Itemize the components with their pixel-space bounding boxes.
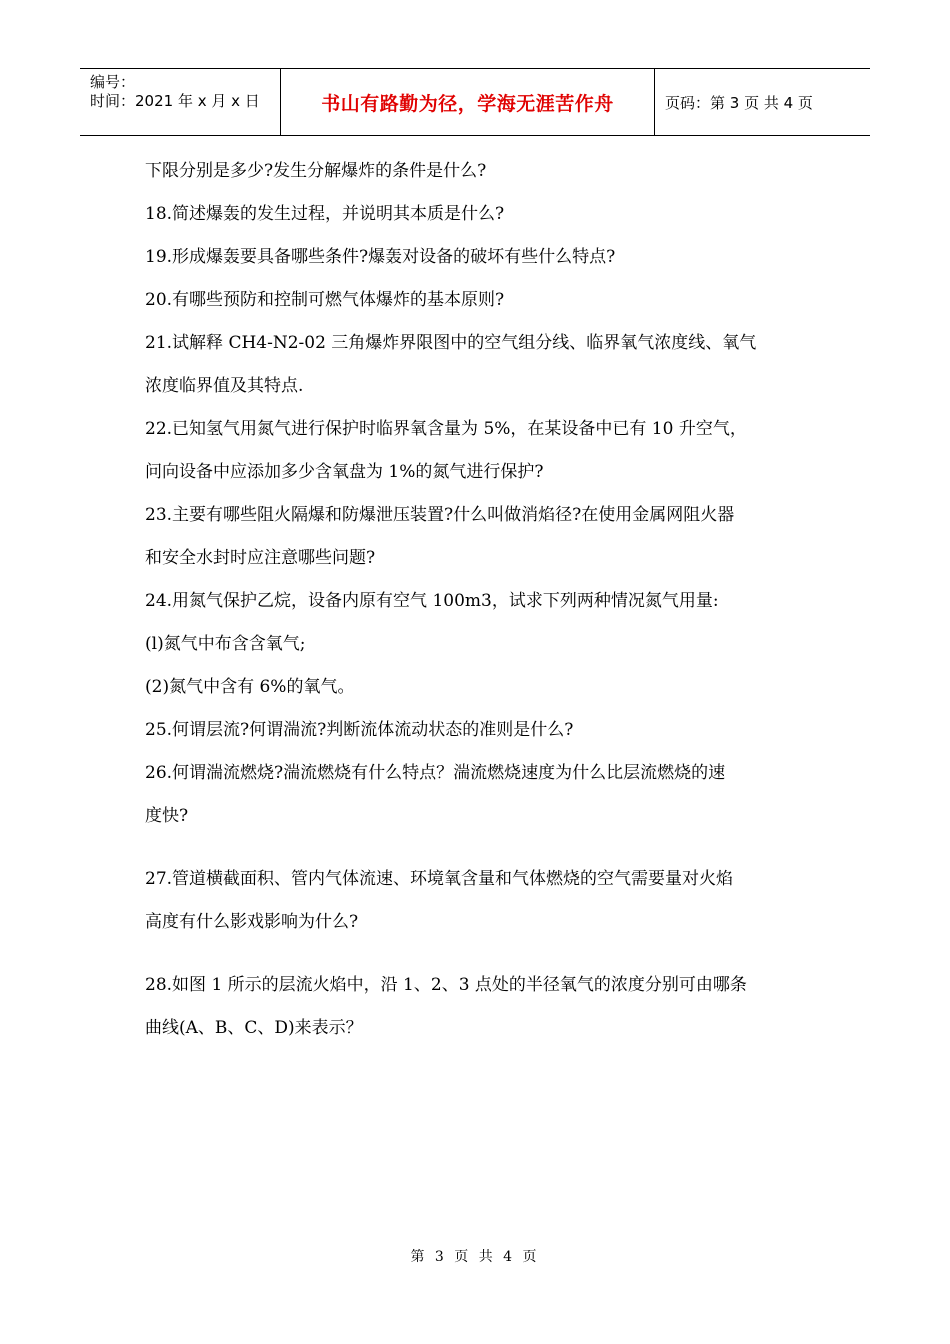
text-line: 问向设备中应添加多少含氧盘为 1%的氮气进行保护? [145, 462, 544, 482]
document-date: 时间：2021 年 x 月 x 日 [90, 92, 260, 110]
question-23: 23.主要有哪些阻火隔爆和防爆泄压装置?什么叫做消焰径?在使用金属网阻火器 [145, 505, 735, 525]
text-line: 曲线(A、B、C、D)来表示？ [145, 1018, 363, 1038]
question-27: 27.管道横截面积、管内气体流速、环境氧含量和气体燃烧的空气需要量对火焰 [145, 869, 734, 889]
question-28: 28.如图 1 所示的层流火焰中，沿 1、2、3 点处的半径氧气的浓度分别可由哪条 [145, 975, 747, 995]
question-25: 25.何谓层流?何谓湍流?判断流体流动状态的准则是什么? [145, 720, 574, 740]
question-21: 21.试解释 CH4-N2-02 三角爆炸界限图中的空气组分线、临界氧气浓度线、氧气 [145, 333, 757, 353]
question-19: 19.形成爆轰要具备哪些条件?爆轰对设备的破坏有些什么特点? [145, 247, 616, 267]
header-page-info: 页码：第 3 页 共 4 页 [665, 93, 813, 112]
header-meta-cell [80, 69, 281, 135]
text-line: 度快? [145, 806, 189, 826]
sub-item-1: (l)氮气中布含含氧气; [145, 634, 306, 654]
text-line: 和安全水封时应注意哪些问题? [145, 548, 376, 568]
page-footer: 第 3 页 共 4 页 [410, 1249, 540, 1265]
document-header [80, 68, 870, 136]
question-22: 22.已知氢气用氮气进行保护时临界氧含量为 5%，在某设备中已有 10 升空气， [145, 419, 747, 439]
text-line: 高度有什么影戏影响为什么? [145, 912, 359, 932]
sub-item-2: (2)氮气中含有 6%的氧气。 [145, 677, 355, 697]
paragraph-gap [145, 944, 825, 964]
header-motto: 书山有路勤为径，学海无涯苦作舟 [321, 92, 614, 115]
text-line: 浓度临界值及其特点. [145, 376, 304, 396]
text-line: 下限分别是多少?发生分解爆炸的条件是什么? [145, 161, 487, 181]
question-26: 26.何谓湍流燃烧?湍流燃烧有什么特点？湍流燃烧速度为什么比层流燃烧的速 [145, 763, 726, 783]
header-page-cell [655, 69, 870, 135]
document-number-label: 编号： [90, 73, 136, 91]
question-body [145, 150, 825, 1050]
question-24: 24.用氮气保护乙烷，设备内原有空气 100m3，试求下列两种情况氮气用量: [145, 591, 719, 611]
question-20: 20.有哪些预防和控制可燃气体爆炸的基本原则? [145, 290, 505, 310]
paragraph-gap [145, 838, 825, 858]
header-motto-cell [281, 69, 655, 135]
question-18: 18.简述爆轰的发生过程，并说明其本质是什么? [145, 204, 505, 224]
